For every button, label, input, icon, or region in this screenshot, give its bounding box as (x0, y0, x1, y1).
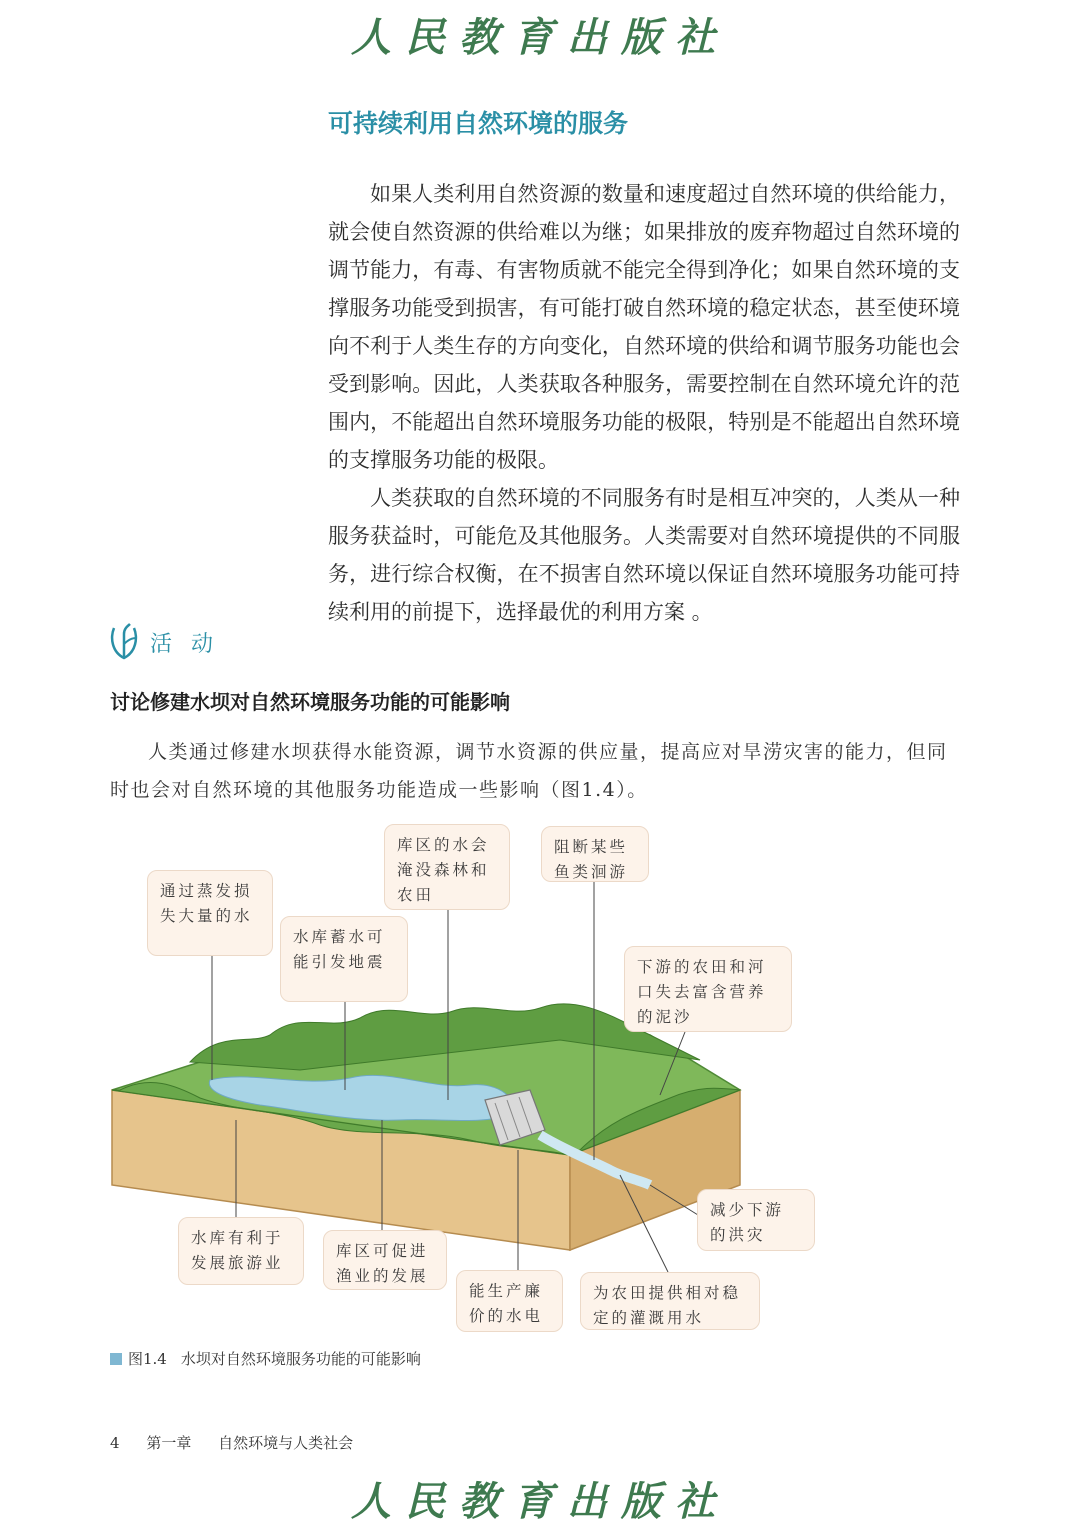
page-number: 4 (110, 1434, 120, 1452)
caption-text: 水坝对自然环境服务功能的可能影响 (180, 1350, 421, 1368)
chapter-number: 第一章 (146, 1434, 192, 1452)
caption-marker-icon (110, 1353, 122, 1365)
section-title: 可持续利用自然环境的服务 (328, 109, 629, 138)
callout-flood-control: 减少下游的洪灾 (697, 1189, 815, 1251)
discussion-paragraph: 人类通过修建水坝获得水能资源，调节水资源的供应量，提高应对旱涝灾害的能力，但同时也会对自然环境的其他服务功能造成一些影响（图1.4）。 (110, 741, 948, 801)
figure-caption (110, 1348, 421, 1369)
callout-earthquake: 水库蓄水可能引发地震 (280, 916, 408, 1002)
callout-reservoir-flooding: 库区的水会淹没森林和农田 (384, 824, 510, 910)
publisher-watermark-top: 人民教育出版社 (351, 14, 729, 61)
chapter-title: 自然环境与人类社会 (218, 1434, 354, 1452)
discussion-title: 讨论修建水坝对自然环境服务功能的可能影响 (110, 690, 510, 714)
callout-sediment-loss: 下游的农田和河口失去富含营养的泥沙 (624, 946, 792, 1032)
callout-irrigation: 为农田提供相对稳定的灌溉用水 (580, 1272, 760, 1330)
callout-fish-migration: 阻断某些鱼类洄游 (541, 826, 649, 882)
callout-tourism: 水库有利于发展旅游业 (178, 1217, 304, 1285)
activity-label: 活 动 (150, 631, 219, 657)
publisher-watermark-bottom: 人民教育出版社 (351, 1478, 729, 1525)
page-footer (110, 1432, 375, 1453)
paragraph: 如果人类利用自然资源的数量和速度超过自然环境的供给能力，就会使自然资源的供给难以为继；如果排放的废弃物超过自然环境的调节能力，有毒、有害物质就不能完全得到净化；如果自然环境的支撑服务功能受到损害，有可能打破自然环境的稳定状态，甚至使环境向不利于人类生存的方向变化，自然环境的供给和调节服务功能也会受到影响。因此，人类获取各种服务，需要控制在自然环境允许的范围内，不能超出自然环境服务功能的极限，特别是不能超出自然环境的支撑服务功能的极限。 (328, 182, 960, 472)
caption-label: 图1.4 (128, 1350, 167, 1368)
callout-evaporation: 通过蒸发损失大量的水 (147, 870, 273, 956)
callout-hydropower: 能生产廉价的水电 (456, 1270, 563, 1332)
callout-fishery: 库区可促进渔业的发展 (323, 1230, 447, 1290)
paragraph: 人类获取的自然环境的不同服务有时是相互冲突的，人类从一种服务获益时，可能危及其他服务。人类需要对自然环境提供的不同服务，进行综合权衡，在不损害自然环境以保证自然环境服务功能可持续利用的前提下，选择最优的利用方案 。 (328, 486, 960, 624)
